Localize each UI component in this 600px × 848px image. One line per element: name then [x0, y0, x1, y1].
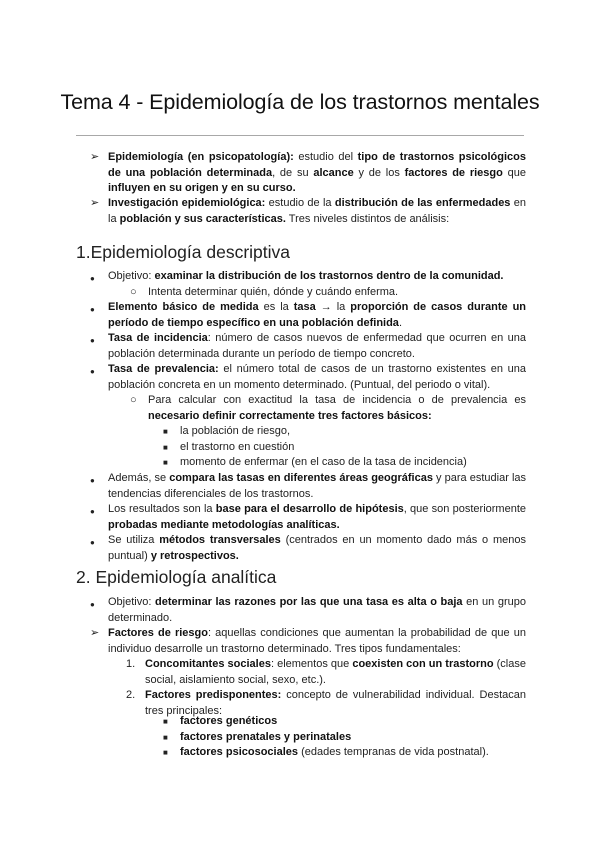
title-divider	[76, 135, 524, 136]
s1-resultados: Los resultados son la base para el desarrollo de hipótesis, que son posteriormente probadas mediante metodologías analíticas.	[108, 503, 526, 531]
bullet-icon	[90, 504, 95, 520]
arrow-bullet-icon	[90, 196, 99, 212]
bullet-icon	[90, 535, 95, 551]
s1-calcular: Para calcular con exactitud la tasa de incidencia o de prevalencia es necesario definir correctamente tres factores básicos:	[148, 394, 526, 422]
intro-epidemiologia: Epidemiología (en psicopatología): estudio del tipo de trastornos psicológicos de una población determinada, de su alcance y de los factores de riesgo que influyen en su origen y en su curso.	[108, 151, 526, 194]
s1-incidencia: Tasa de incidencia: número de casos nuevos de enfermedad que ocurren en una población determinada durante un período de tiempo concreto.	[108, 332, 526, 360]
s1-prevalencia: Tasa de prevalencia: el número total de casos de un trastorno existentes en una población concreta en un momento determinado. (Puntual, del periodo o vital).	[108, 363, 527, 391]
s2-pred-psicosociales: factores psicosociales (edades tempranas de vida postnatal).	[180, 746, 489, 758]
section-heading-analitica: 2. Epidemiología analítica	[76, 567, 277, 587]
bullet-icon	[90, 364, 95, 380]
square-bullet-icon	[163, 730, 168, 746]
s1-metodos: Se utiliza métodos transversales (centrados en un momento dado más o menos puntual) y retrospectivos.	[108, 534, 526, 562]
s1-objetivo-sub: Intenta determinar quién, dónde y cuándo enferma.	[148, 286, 399, 298]
s1-elemento: Elemento básico de medida es la tasa → la proporción de casos durante un período de tiempo específico en una población definida.	[108, 301, 527, 329]
arrow-bullet-icon	[90, 626, 99, 642]
page-title: Tema 4 - Epidemiología de los trastornos mentales	[60, 90, 540, 114]
s2-pred-geneticos: factores genéticos	[180, 715, 278, 727]
s2-factores-riesgo: Factores de riesgo: aquellas condiciones que aumentan la probabilidad de que un individuo desarrolle un trastorno determinado. Tres tipos fundamentales:	[108, 627, 526, 655]
circle-bullet-icon	[130, 285, 137, 301]
list-number: 2.	[126, 689, 136, 701]
s2-predisponentes: Factores predisponentes: concepto de vulnerabilidad individual. Destacan tres principales:	[145, 689, 526, 717]
bullet-icon	[90, 473, 95, 489]
s2-objetivo: Objetivo: determinar las razones por las que una tasa es alta o baja en un grupo determinado.	[108, 596, 526, 624]
bullet-icon	[90, 597, 95, 613]
section-heading-descriptiva: 1.Epidemiología descriptiva	[76, 242, 291, 262]
s1-factor-2: el trastorno en cuestión	[180, 441, 295, 453]
arrow-bullet-icon	[90, 150, 99, 166]
s1-objetivo: Objetivo: examinar la distribución de los trastornos dentro de la comunidad.	[108, 270, 504, 282]
square-bullet-icon	[163, 745, 168, 761]
bullet-icon	[90, 333, 95, 349]
circle-bullet-icon	[130, 393, 137, 409]
s1-factor-1: la población de riesgo,	[180, 425, 291, 437]
square-bullet-icon	[163, 714, 168, 730]
square-bullet-icon	[163, 440, 168, 456]
s2-pred-prenatales: factores prenatales y perinatales	[180, 731, 352, 743]
square-bullet-icon	[163, 424, 168, 440]
bullet-icon	[90, 302, 95, 318]
square-bullet-icon	[163, 455, 168, 471]
intro-investigacion: Investigación epidemiológica: estudio de la distribución de las enfermedades en la población y sus características. Tres niveles distintos de análisis:	[108, 197, 526, 225]
s1-ademas: Además, se compara las tasas en diferentes áreas geográficas y para estudiar las tendencias diferenciales de los trastornos.	[108, 472, 527, 500]
s2-concomitantes: Concomitantes sociales: elementos que coexisten con un trastorno (clase social, aislamiento social, sexo, etc.).	[145, 658, 526, 686]
s1-factor-3: momento de enfermar (en el caso de la tasa de incidencia)	[180, 456, 467, 468]
list-number: 1.	[126, 658, 136, 670]
bullet-icon	[90, 271, 95, 287]
